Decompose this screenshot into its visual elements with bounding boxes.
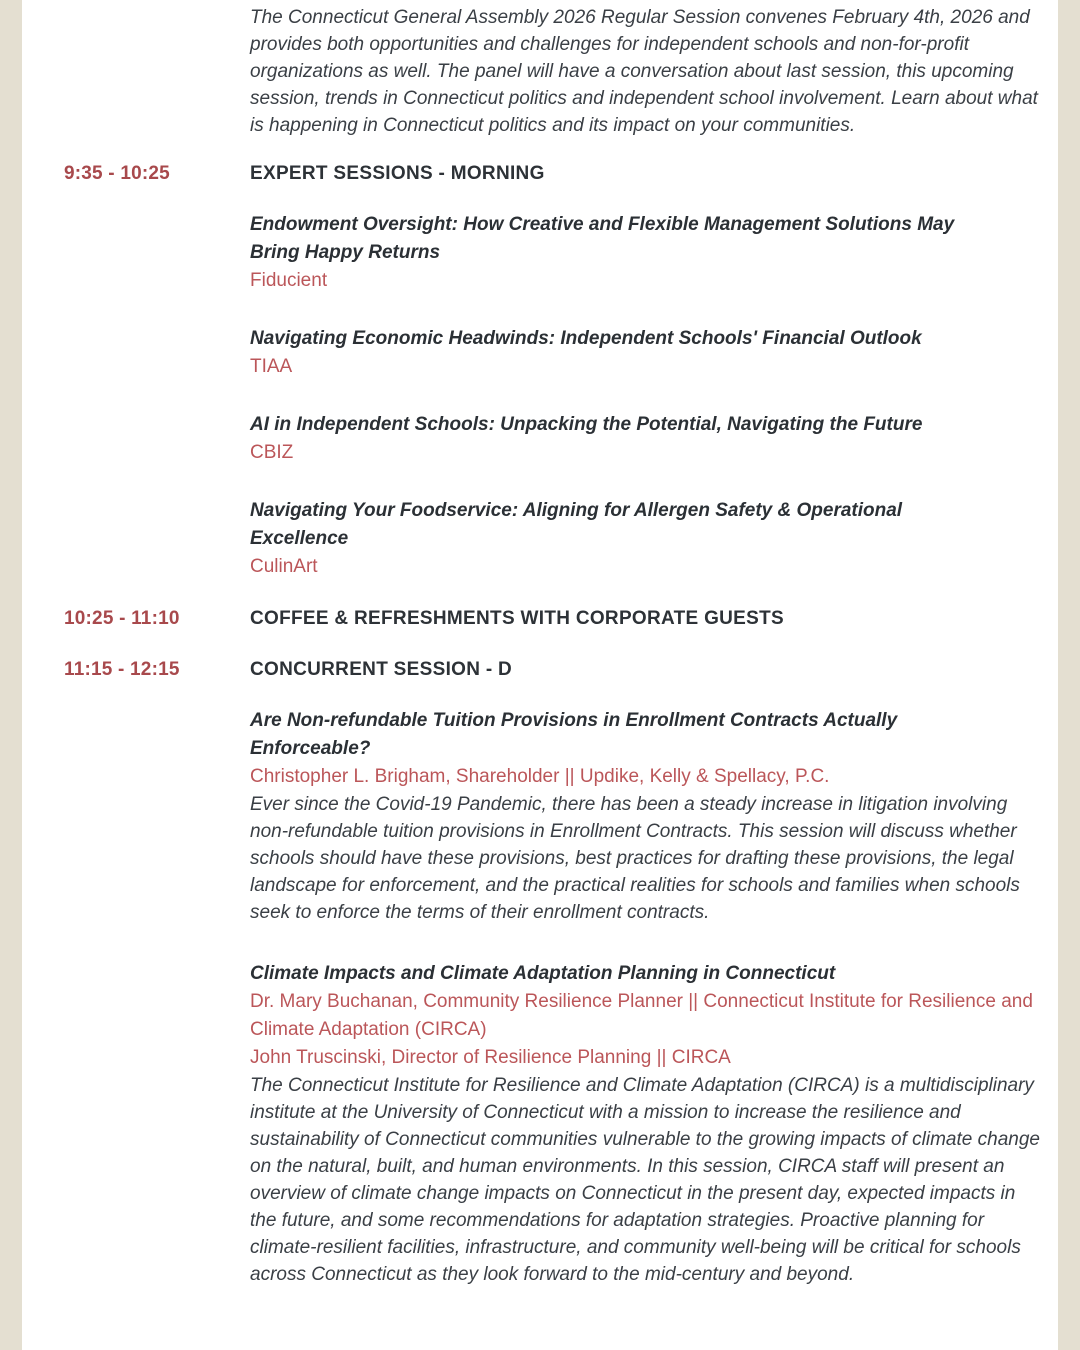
session-description: The Connecticut Institute for Resilience and Climate Adaptation (CIRCA) is a multidisciplinary institute at the University of Connecticut with a mission to increase the resilience and sustainability of Connecticut communities vulnerable to the growing impacts of climate change on the natural, built, and human environments. In this session, CIRCA staff will present an overview of climate change impacts on Connecticut in the present day, expected impacts in the future, and some recommendations for adaptation strategies. Proactive planning for climate-resilient facilities, infrastructure, and community well-being will be critical for schools across Connecticut as they look forward to the mid-century and beyond. [250, 1075, 1040, 1285]
time-slot-expert-sessions: 9:35 - 10:25 [64, 163, 170, 184]
session-title: Navigating Your Foodservice: Aligning for Allergen Safety & Operational Excellence [250, 500, 903, 549]
time-slot-empty [64, 411, 250, 467]
time-slot-empty [64, 4, 250, 139]
session-presenter: Christopher L. Brigham, Shareholder || Updike, Kelly & Spellacy, P.C. [250, 766, 830, 787]
agenda-row-coffee [64, 605, 1058, 633]
time-slot-empty [64, 960, 250, 1288]
concurrent-session-item [64, 707, 1058, 926]
session-title: AI in Independent Schools: Unpacking the Potential, Navigating the Future [250, 414, 923, 435]
session-company: CBIZ [250, 442, 294, 463]
concurrent-session-item [64, 960, 1058, 1288]
time-slot-empty [64, 497, 250, 581]
session-title: Endowment Oversight: How Creative and Flexible Management Solutions May Bring Happy Returns [250, 214, 955, 263]
session-company: CulinArt [250, 556, 318, 577]
session-company: Fiducient [250, 270, 328, 291]
expert-session-item [64, 497, 1058, 581]
agenda-content-panel [22, 0, 1058, 1350]
expert-session-item [64, 211, 1058, 295]
intro-content [250, 4, 1040, 139]
agenda-row-intro [64, 4, 1058, 139]
session-title: Climate Impacts and Climate Adaptation Planning in Connecticut [250, 963, 836, 984]
time-slot-empty [64, 707, 250, 926]
time-slot-coffee: 10:25 - 11:10 [64, 608, 180, 629]
session-title: Navigating Economic Headwinds: Independent Schools' Financial Outlook [250, 328, 922, 349]
session-presenter: Dr. Mary Buchanan, Community Resilience Planner || Connecticut Institute for Resilience and Climate Adaptation (CIRCA) [250, 991, 1033, 1040]
time-slot-empty [64, 325, 250, 381]
section-heading-coffee: COFFEE & REFRESHMENTS WITH CORPORATE GUESTS [250, 608, 785, 629]
session-title: Are Non-refundable Tuition Provisions in Enrollment Contracts Actually Enforceable? [250, 710, 898, 759]
section-heading-concurrent-d: CONCURRENT SESSION - D [250, 659, 513, 680]
session-presenter: John Truscinski, Director of Resilience Planning || CIRCA [250, 1047, 731, 1068]
session-description: Ever since the Covid-19 Pandemic, there has been a steady increase in litigation involving non-refundable tuition provisions in Enrollment Contracts. This session will discuss whether schools should have these provisions, best practices for drafting these provisions, the legal landscape for enforcement, and the practical realities for schools and families when schools seek to enforce the terms of their enrollment contracts. [250, 794, 1020, 923]
section-heading-expert-sessions: EXPERT SESSIONS - MORNING [250, 163, 545, 184]
expert-session-item [64, 325, 1058, 381]
expert-session-item [64, 411, 1058, 467]
time-slot-concurrent-d: 11:15 - 12:15 [64, 659, 180, 680]
session-company: TIAA [250, 356, 293, 377]
time-slot-empty [64, 211, 250, 295]
agenda-row-expert-sessions [64, 160, 1058, 188]
intro-paragraph: The Connecticut General Assembly 2026 Regular Session convenes February 4th, 2026 and provides both opportunities and challenges for independent schools and non-for-profit organizations as well. The panel will have a conversation about last session, this upcoming session, trends in Connecticut politics and independent school involvement. Learn about what is happening in Connecticut politics and its impact on your communities. [250, 7, 1038, 136]
agenda-row-concurrent-d [64, 656, 1058, 684]
